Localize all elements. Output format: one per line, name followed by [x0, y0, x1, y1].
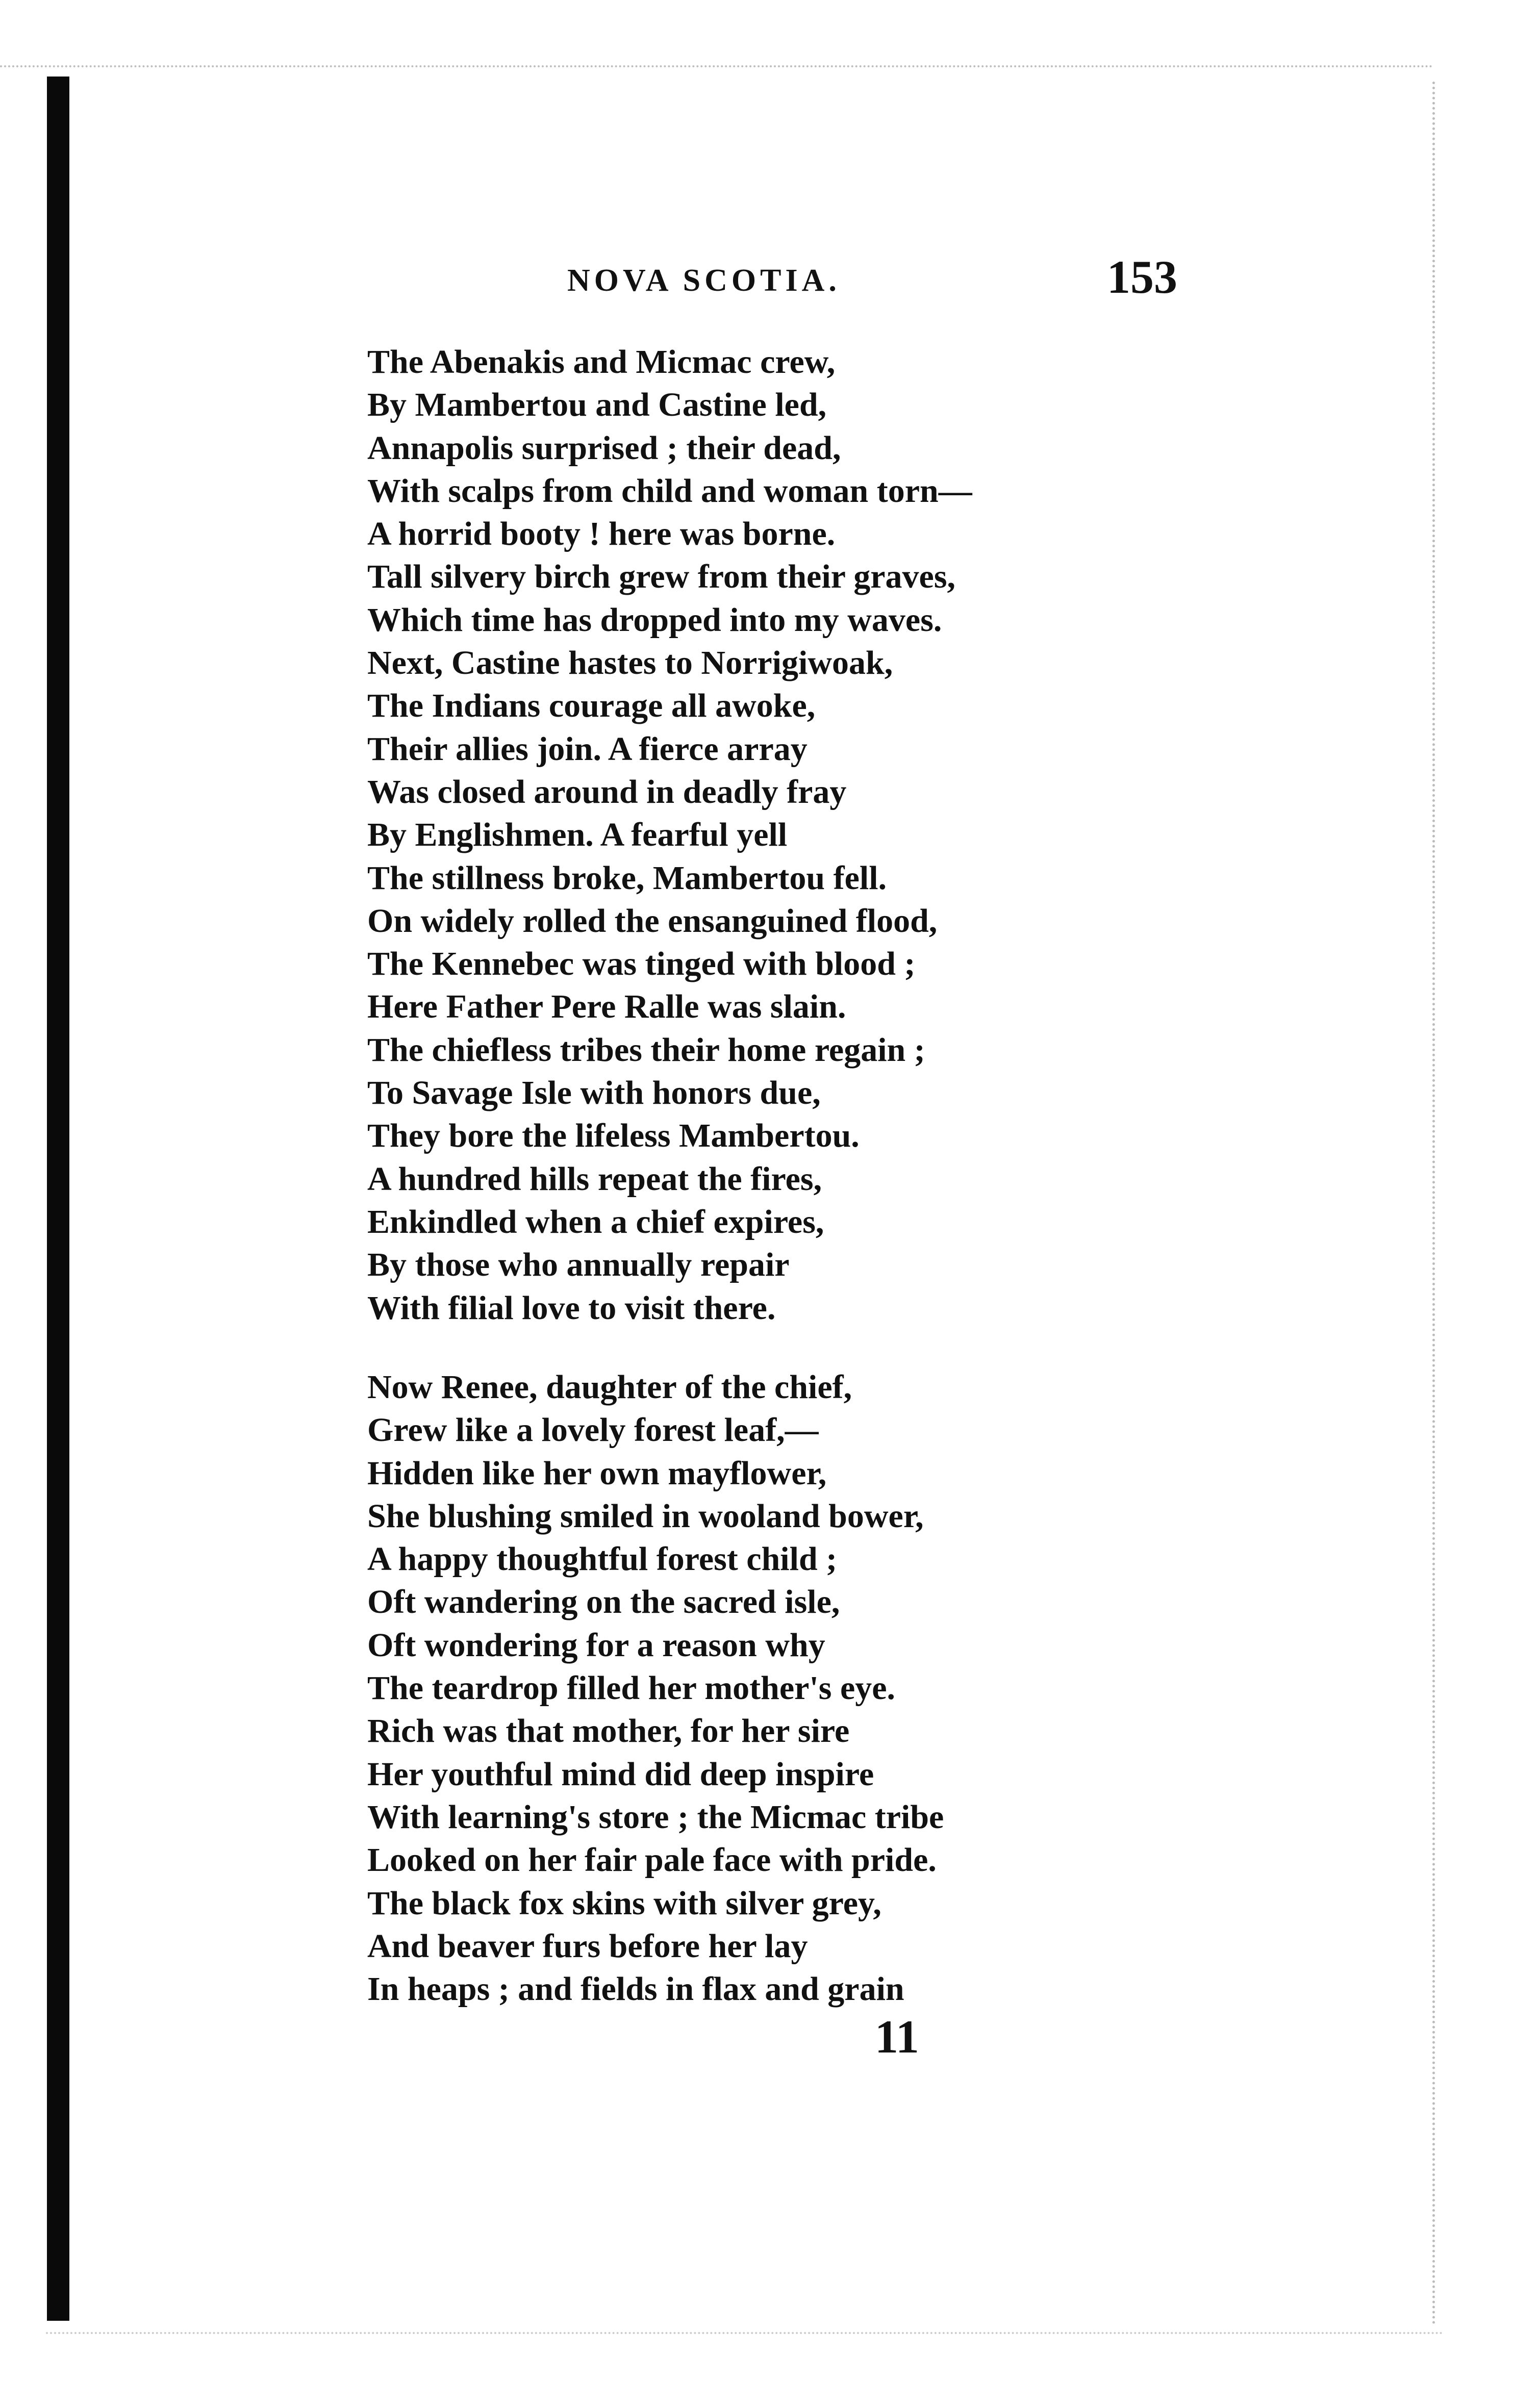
- verse-line: And beaver furs before her lay: [367, 1927, 808, 1965]
- page-number: 153: [1107, 251, 1177, 303]
- verse-line: By those who annually repair: [367, 1246, 790, 1284]
- verse-line: Their allies join. A fierce array: [367, 730, 808, 768]
- verse-line: With filial love to visit there.: [367, 1289, 776, 1327]
- verse-line: Next, Castine hastes to Norrigiwoak,: [367, 644, 893, 682]
- verse-line: Here Father Pere Ralle was slain.: [367, 988, 846, 1026]
- verse-line: With learning's store ; the Micmac tribe: [367, 1798, 944, 1836]
- running-title: NOVA SCOTIA.: [567, 263, 841, 298]
- verse-line: The stillness broke, Mambertou fell.: [367, 859, 887, 897]
- verse-line: The chiefless tribes their home regain ;: [367, 1031, 925, 1069]
- verse-line: To Savage Isle with honors due,: [367, 1074, 821, 1112]
- verse-line: Now Renee, daughter of the chief,: [367, 1368, 852, 1406]
- verse-line: Annapolis surprised ; their dead,: [367, 429, 841, 467]
- stanza-2: [367, 1366, 1336, 2011]
- verse-line: The teardrop filled her mother's eye.: [367, 1669, 896, 1707]
- verse-line: A horrid booty ! here was borne.: [367, 515, 836, 553]
- verse-line: Was closed around in deadly fray: [367, 773, 847, 810]
- verse-line: The black fox skins with silver grey,: [367, 1884, 881, 1922]
- verse-line: They bore the lifeless Mambertou.: [367, 1117, 860, 1155]
- verse-line: A happy thoughtful forest child ;: [367, 1540, 838, 1578]
- verse-line: In heaps ; and fields in flax and grain: [367, 1970, 904, 2008]
- page-bottom-edge: [46, 2332, 1444, 2334]
- verse-line: Oft wondering for a reason why: [367, 1626, 825, 1664]
- page-top-edge: [0, 65, 1433, 67]
- verse-line: Rich was that mother, for her sire: [367, 1712, 850, 1750]
- verse-line: On widely rolled the ensanguined flood,: [367, 902, 938, 940]
- verse-line: A hundred hills repeat the fires,: [367, 1160, 822, 1198]
- verse-line: Tall silvery birch grew from their graves,: [367, 558, 956, 596]
- verse-line: Which time has dropped into my waves.: [367, 601, 942, 639]
- verse-line: Hidden like her own mayflower,: [367, 1454, 827, 1492]
- verse-line: Her youthful mind did deep inspire: [367, 1755, 874, 1793]
- verse-line: The Indians courage all awoke,: [367, 687, 816, 725]
- binding-shadow: [47, 77, 69, 2321]
- verse-line: Grew like a lovely forest leaf,—: [367, 1411, 819, 1449]
- verse-line: With scalps from child and woman torn—: [367, 472, 972, 510]
- signature-mark: 11: [875, 2011, 919, 2063]
- verse-line: The Abenakis and Micmac crew,: [367, 343, 836, 381]
- verse-line: She blushing smiled in wooland bower,: [367, 1497, 924, 1535]
- page-right-edge: [1432, 82, 1435, 2326]
- verse-line: Looked on her fair pale face with pride.: [367, 1841, 937, 1879]
- verse-line: The Kennebec was tinged with blood ;: [367, 945, 916, 983]
- stanza-1: [367, 341, 1336, 1330]
- verse-line: Enkindled when a chief expires,: [367, 1203, 824, 1240]
- verse-line: By Mambertou and Castine led,: [367, 386, 827, 424]
- verse-line: By Englishmen. A fearful yell: [367, 816, 788, 854]
- verse-line: Oft wandering on the sacred isle,: [367, 1583, 840, 1621]
